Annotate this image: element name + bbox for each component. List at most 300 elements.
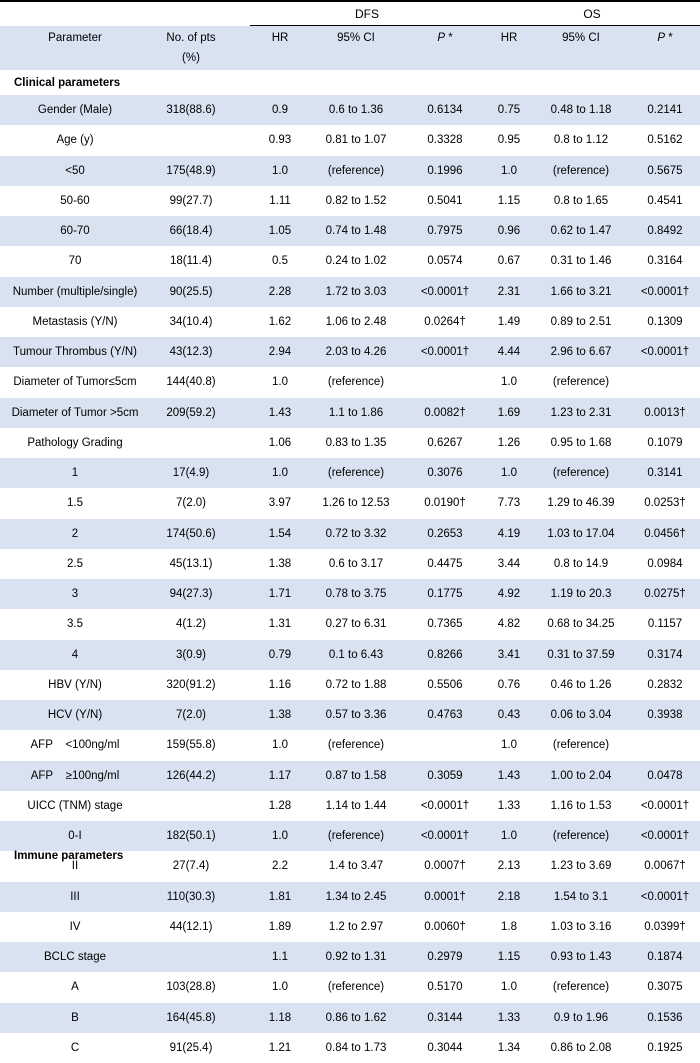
cell-no-pts: 320(91.2) — [166, 678, 216, 691]
cell-dfs-hr: 1.0 — [272, 467, 288, 479]
table-row — [0, 156, 700, 186]
header-os-ci: 95% CI — [562, 32, 600, 44]
cell-dfs-ci: 0.92 to 1.31 — [325, 951, 387, 963]
cell-dfs-ci: 2.03 to 4.26 — [325, 346, 387, 358]
cell-dfs-hr: 3.97 — [268, 497, 292, 510]
table-row — [0, 458, 700, 488]
cell-os-ci: 0.8 to 1.65 — [553, 194, 609, 207]
cell-dfs-p: <0.0001† — [420, 285, 470, 298]
header-parameter: Parameter — [48, 32, 102, 44]
cell-os-ci: 0.95 to 1.68 — [550, 436, 612, 449]
cell-os-hr: 4.92 — [497, 588, 521, 600]
cell-dfs-hr: 2.28 — [268, 285, 292, 298]
cell-os-hr: 1.0 — [501, 981, 517, 994]
cell-dfs-ci: 1.4 to 3.47 — [328, 860, 384, 873]
header-os-p — [630, 26, 700, 50]
cell-os-p: 0.1536 — [647, 1011, 683, 1024]
p-label: P — [657, 32, 665, 44]
header-no-pts-unit: (%) — [182, 52, 200, 64]
cell-os-hr: 0.67 — [497, 255, 521, 268]
cell-parameter: II — [71, 860, 79, 873]
cell-no-pts — [150, 942, 232, 972]
cell-dfs-ci: 0.81 to 1.07 — [325, 134, 387, 147]
cell-dfs-hr: 2.2 — [272, 860, 288, 873]
table-row — [0, 488, 700, 518]
cell-os-p: 0.0253† — [644, 497, 686, 510]
cell-parameter: 4 — [71, 648, 79, 661]
table-row — [0, 761, 700, 791]
cell-os-ci: 1.29 to 46.39 — [547, 497, 615, 510]
table-row — [0, 367, 700, 397]
table-row — [0, 791, 700, 821]
header-dfs-ci: 95% CI — [337, 32, 375, 44]
cell-dfs-ci: 0.24 to 1.02 — [325, 255, 387, 268]
cell-parameter: <50 — [65, 164, 85, 177]
cell-os-hr: 7.73 — [497, 497, 521, 510]
cell-dfs-p: <0.0001† — [420, 346, 470, 358]
cell-dfs-hr: 2.94 — [268, 346, 292, 358]
table-row — [0, 277, 700, 307]
cell-os-ci: 0.62 to 1.47 — [550, 225, 612, 237]
cell-os-hr: 0.95 — [497, 134, 521, 147]
cell-dfs-p: 0.2979 — [427, 951, 463, 963]
table-row — [0, 609, 700, 639]
cell-os-p: <0.0001† — [640, 285, 690, 298]
cell-dfs-ci: 1.72 to 3.03 — [325, 285, 387, 298]
cell-dfs-hr: 1.0 — [272, 981, 288, 994]
cell-os-hr: 1.15 — [497, 951, 521, 963]
cell-parameter: Diameter of Tumor >5cm — [11, 406, 139, 419]
cell-os-hr: 1.69 — [497, 406, 521, 419]
cell-dfs-ci: (reference) — [327, 376, 385, 389]
cell-os-p: 0.3164 — [647, 255, 683, 268]
cell-os-p — [630, 367, 700, 397]
cell-parameter: HBV (Y/N) — [48, 678, 102, 691]
cell-parameter: 1 — [71, 467, 79, 479]
cell-os-hr: 1.49 — [497, 315, 521, 328]
cell-dfs-hr: 1.38 — [268, 709, 292, 721]
table-row — [0, 942, 700, 972]
header-dfs-p — [404, 26, 486, 50]
cell-os-ci: 0.06 to 3.04 — [550, 709, 612, 721]
cell-os-ci: 0.68 to 34.25 — [547, 618, 615, 631]
cell-parameter: HCV (Y/N) — [47, 709, 103, 721]
cell-os-hr: 1.0 — [501, 467, 517, 479]
cell-parameter: Tumour Thrombus (Y/N) — [13, 346, 137, 358]
cell-os-p: 0.0984 — [647, 557, 683, 570]
cell-dfs-p: 0.5506 — [427, 678, 463, 691]
cell-dfs-ci: (reference) — [327, 739, 385, 752]
cell-no-pts: 43(12.3) — [169, 346, 213, 358]
cell-dfs-p: 0.3144 — [427, 1011, 463, 1024]
cell-dfs-hr: 1.0 — [272, 164, 288, 177]
cell-os-ci: 1.19 to 20.3 — [550, 588, 612, 600]
table-row — [0, 216, 700, 246]
cell-no-pts — [150, 428, 232, 458]
cell-os-ci: 0.89 to 2.51 — [550, 315, 612, 328]
cell-os-p: 0.3075 — [647, 981, 683, 994]
header-os-hr: HR — [500, 32, 518, 44]
cell-os-p: <0.0001† — [640, 346, 690, 358]
cell-os-ci: 0.46 to 1.26 — [550, 678, 612, 691]
p-label: P — [437, 32, 445, 44]
cell-os-p: 0.4541 — [647, 194, 683, 207]
table-row — [0, 246, 700, 276]
table-row — [0, 730, 700, 760]
cell-os-hr: 4.82 — [497, 618, 521, 631]
cell-dfs-ci: 0.6 to 1.36 — [328, 104, 384, 116]
cell-os-ci: 1.54 to 3.1 — [553, 890, 609, 903]
cell-no-pts: 126(44.2) — [166, 769, 216, 782]
cell-os-hr: 2.13 — [497, 860, 521, 873]
cell-parameter: Gender (Male) — [37, 104, 113, 116]
cell-dfs-ci: (reference) — [327, 830, 385, 842]
cell-dfs-ci: 1.14 to 1.44 — [325, 799, 387, 812]
cell-os-p: 0.0067† — [644, 860, 686, 873]
cell-dfs-p: 0.3044 — [427, 1041, 463, 1054]
cell-dfs-hr: 1.1 — [272, 951, 288, 963]
cell-dfs-hr: 1.62 — [268, 315, 292, 328]
cell-os-hr: 1.26 — [497, 436, 521, 449]
cell-os-ci: 0.8 to 14.9 — [553, 557, 609, 570]
cell-os-hr: 0.76 — [497, 678, 521, 691]
cell-parameter: 50-60 — [60, 194, 90, 207]
cell-os-hr: 1.33 — [497, 799, 521, 812]
table-row — [0, 912, 700, 942]
table-row — [0, 882, 700, 912]
cell-parameter: Metastasis (Y/N) — [32, 315, 118, 328]
cell-no-pts: 17(4.9) — [172, 467, 210, 479]
cell-os-p: 0.3174 — [647, 648, 683, 661]
cell-dfs-p: 0.2653 — [427, 527, 463, 540]
cell-parameter: UICC (TNM) stage — [27, 799, 123, 812]
cell-dfs-hr: 1.17 — [268, 769, 292, 782]
cell-os-ci: (reference) — [552, 467, 610, 479]
group-header-os: OS — [583, 7, 601, 21]
cell-os-p: 0.2832 — [647, 678, 683, 691]
cell-os-hr: 4.19 — [497, 527, 521, 540]
cell-dfs-ci: (reference) — [327, 467, 385, 479]
cell-os-ci: (reference) — [552, 164, 610, 177]
cell-no-pts: 318(88.6) — [166, 104, 216, 116]
cell-os-ci: (reference) — [552, 981, 610, 994]
cell-dfs-ci: 1.1 to 1.86 — [328, 406, 384, 419]
cell-dfs-p: 0.0060† — [424, 920, 466, 933]
cell-no-pts: 7(2.0) — [175, 709, 207, 721]
header-dfs-hr: HR — [271, 32, 289, 44]
cell-parameter: Diameter of Tumor≤5cm — [13, 376, 137, 389]
cell-no-pts — [150, 125, 232, 155]
cell-parameter: AFP <100ng/ml — [30, 739, 120, 752]
cell-no-pts: 209(59.2) — [166, 406, 216, 419]
cell-os-p: 0.5675 — [647, 164, 683, 177]
cell-no-pts: 182(50.1) — [166, 830, 216, 842]
cell-dfs-p: 0.3059 — [427, 769, 463, 782]
cell-os-p: 0.0013† — [644, 406, 686, 419]
cell-os-hr: 4.44 — [497, 346, 521, 358]
table-row — [0, 1033, 700, 1063]
cell-os-ci: 0.9 to 1.96 — [553, 1011, 609, 1024]
cell-no-pts: 27(7.4) — [172, 860, 210, 873]
cell-dfs-ci: 1.26 to 12.53 — [322, 497, 390, 510]
table-row — [0, 337, 700, 367]
table-row — [0, 398, 700, 428]
cell-dfs-hr: 1.89 — [268, 920, 292, 933]
cell-os-ci: 1.23 to 3.69 — [550, 860, 612, 873]
cell-os-p: <0.0001† — [640, 890, 690, 903]
cell-dfs-ci: 0.87 to 1.58 — [325, 769, 387, 782]
table-row — [0, 519, 700, 549]
cell-os-hr: 1.0 — [501, 376, 517, 389]
cell-parameter: B — [71, 1011, 79, 1024]
cell-dfs-p — [404, 367, 486, 397]
cell-dfs-p: 0.0264† — [424, 315, 466, 328]
table-row — [0, 579, 700, 609]
cell-parameter: AFP ≥100ng/ml — [30, 769, 120, 782]
cell-os-p: 0.3938 — [647, 709, 683, 721]
cell-parameter: 0-I — [68, 830, 82, 842]
cell-os-hr: 0.75 — [497, 104, 521, 116]
cell-os-ci: 1.66 to 3.21 — [550, 285, 612, 298]
cell-dfs-ci: (reference) — [327, 164, 385, 177]
cell-dfs-ci: 0.82 to 1.52 — [325, 194, 387, 207]
cell-os-hr: 1.0 — [501, 739, 517, 752]
cell-os-hr: 3.41 — [497, 648, 521, 661]
cell-dfs-p: 0.5041 — [427, 194, 463, 207]
cell-dfs-hr: 1.54 — [268, 527, 292, 540]
column-header-row — [0, 26, 700, 70]
cell-dfs-p: 0.4475 — [427, 557, 463, 570]
cell-no-pts: 90(25.5) — [169, 285, 213, 298]
cell-dfs-p: 0.3076 — [427, 467, 463, 479]
cell-os-ci: 1.23 to 2.31 — [550, 406, 612, 419]
cell-os-ci: 0.93 to 1.43 — [550, 951, 612, 963]
cell-parameter: C — [70, 1041, 80, 1054]
cell-no-pts: 7(2.0) — [175, 497, 207, 510]
cell-dfs-p: 0.5170 — [427, 981, 463, 994]
cell-dfs-p: 0.0001† — [424, 890, 466, 903]
cell-no-pts: 3(0.9) — [175, 648, 207, 661]
cell-os-p: 0.1157 — [647, 618, 683, 631]
cell-os-ci: 2.96 to 6.67 — [550, 346, 612, 358]
cell-parameter: 60-70 — [60, 225, 90, 237]
cell-dfs-ci: 0.74 to 1.48 — [325, 225, 387, 237]
cell-no-pts: 103(28.8) — [166, 981, 216, 994]
cell-no-pts: 45(13.1) — [169, 557, 213, 570]
cell-dfs-p: 0.8266 — [427, 648, 463, 661]
cell-os-p: 0.0399† — [644, 920, 686, 933]
cell-os-p: 0.0456† — [644, 527, 686, 540]
cell-dfs-hr: 0.93 — [268, 134, 292, 147]
cell-os-ci: 1.16 to 1.53 — [550, 799, 612, 812]
table-row — [0, 640, 700, 670]
group-header-dfs: DFS — [355, 7, 379, 21]
cell-os-hr: 0.43 — [497, 709, 521, 721]
cell-dfs-p: <0.0001† — [420, 830, 470, 842]
cell-dfs-ci: 1.2 to 2.97 — [328, 920, 384, 933]
cell-os-ci: 0.31 to 1.46 — [550, 255, 612, 268]
cell-no-pts: 44(12.1) — [169, 920, 213, 933]
cell-no-pts — [150, 791, 232, 821]
table-row — [0, 95, 700, 125]
cell-parameter: Number (multiple/single) — [12, 285, 138, 298]
cell-no-pts: 144(40.8) — [166, 376, 216, 389]
cell-no-pts: 99(27.7) — [169, 194, 213, 207]
table-row — [0, 307, 700, 337]
cell-dfs-p: <0.0001† — [420, 799, 470, 812]
cell-no-pts: 110(30.3) — [166, 890, 216, 903]
cell-dfs-hr: 1.81 — [268, 890, 292, 903]
cell-no-pts: 175(48.9) — [166, 164, 216, 177]
cell-dfs-p: 0.1775 — [427, 588, 463, 600]
cell-os-p: 0.2141 — [647, 104, 683, 116]
cell-parameter: 3 — [71, 588, 79, 600]
cell-dfs-hr: 1.18 — [268, 1011, 292, 1024]
cell-dfs-ci: 0.83 to 1.35 — [325, 436, 387, 449]
cell-os-hr: 1.43 — [497, 769, 521, 782]
cell-os-hr: 3.44 — [497, 557, 521, 570]
cell-dfs-hr: 0.79 — [268, 648, 292, 661]
cell-dfs-ci: 0.57 to 3.36 — [325, 709, 387, 721]
cell-dfs-p: 0.4763 — [427, 709, 463, 721]
table-row — [0, 670, 700, 700]
cell-os-p: 0.1925 — [647, 1041, 683, 1054]
cell-dfs-hr: 1.28 — [268, 799, 292, 812]
cell-dfs-p: 0.0082† — [424, 406, 466, 419]
cell-os-ci: 1.00 to 2.04 — [550, 769, 612, 782]
cell-os-hr: 1.0 — [501, 830, 517, 842]
cell-os-p: 0.1874 — [647, 951, 683, 963]
p-footnote-mark: * — [665, 32, 673, 44]
cell-dfs-hr: 1.43 — [268, 406, 292, 419]
cell-no-pts: 159(55.8) — [166, 739, 216, 752]
table-row — [0, 972, 700, 1002]
cell-parameter: III — [70, 890, 80, 903]
cell-parameter: Pathology Grading — [27, 436, 123, 449]
cell-dfs-hr: 1.0 — [272, 830, 288, 842]
section-immune-parameters: Immune parameters — [14, 850, 124, 862]
cell-dfs-hr: 1.0 — [272, 376, 288, 389]
cell-os-p — [630, 730, 700, 760]
cell-dfs-ci: 0.6 to 3.17 — [328, 557, 384, 570]
cell-os-hr: 1.0 — [501, 164, 517, 177]
cell-os-ci: (reference) — [552, 830, 610, 842]
cell-parameter: BCLC stage — [43, 951, 106, 963]
cell-no-pts: 66(18.4) — [169, 225, 213, 237]
cell-os-hr: 2.18 — [497, 890, 521, 903]
cell-dfs-ci: 0.86 to 1.62 — [325, 1011, 387, 1024]
cell-os-ci: 0.8 to 1.12 — [553, 134, 609, 147]
cell-no-pts: 18(11.4) — [170, 255, 212, 268]
cell-os-hr: 1.15 — [497, 194, 521, 207]
cell-no-pts: 174(50.6) — [166, 527, 216, 540]
cell-dfs-p: 0.6134 — [427, 104, 463, 116]
cell-os-ci: 1.03 to 17.04 — [547, 527, 615, 540]
cell-dfs-ci: 0.27 to 6.31 — [325, 618, 387, 631]
cell-os-p: 0.5162 — [647, 134, 683, 147]
cell-dfs-hr: 0.5 — [272, 255, 288, 268]
cell-parameter: 3.5 — [67, 618, 83, 631]
cell-os-hr: 0.96 — [497, 225, 521, 237]
table-row — [0, 1003, 700, 1033]
cell-os-p: 0.0478 — [647, 769, 683, 782]
cell-dfs-ci: 0.72 to 1.88 — [325, 678, 387, 691]
cell-os-p: 0.3141 — [647, 467, 683, 479]
cell-os-ci: 0.31 to 37.59 — [547, 648, 615, 661]
cell-no-pts: 4(1.2) — [175, 618, 207, 631]
cell-dfs-ci: 1.06 to 2.48 — [325, 315, 387, 328]
cell-os-ci: 1.03 to 3.16 — [550, 920, 612, 933]
cell-parameter: Age (y) — [56, 134, 94, 147]
cell-dfs-p: 0.6267 — [427, 436, 463, 449]
section-clinical-parameters: Clinical parameters — [14, 77, 121, 89]
cell-os-ci: 0.86 to 2.08 — [550, 1041, 612, 1054]
cell-os-p: 0.0275† — [644, 588, 686, 600]
cell-dfs-ci: 0.78 to 3.75 — [325, 588, 387, 600]
cell-os-p: <0.0001† — [640, 830, 690, 842]
cell-no-pts: 34(10.4) — [169, 315, 213, 328]
cell-dfs-hr: 1.71 — [268, 588, 292, 600]
cell-dfs-hr: 1.06 — [268, 436, 292, 449]
cell-dfs-ci: 0.1 to 6.43 — [328, 648, 384, 661]
p-footnote-mark: * — [445, 32, 453, 44]
table-row — [0, 186, 700, 216]
cell-dfs-p — [404, 730, 486, 760]
cell-dfs-p: 0.3328 — [427, 134, 463, 147]
cell-parameter: 2 — [71, 527, 79, 540]
cell-os-hr: 1.33 — [497, 1011, 521, 1024]
cell-dfs-hr: 1.0 — [272, 739, 288, 752]
cell-dfs-ci: 0.84 to 1.73 — [325, 1041, 387, 1054]
cell-os-ci: (reference) — [552, 739, 610, 752]
cell-dfs-p: 0.0190† — [424, 497, 466, 510]
cell-parameter: IV — [69, 920, 81, 933]
cell-parameter: 1.5 — [67, 497, 83, 510]
cell-os-p: 0.1309 — [647, 315, 683, 328]
cell-dfs-p: 0.0574 — [427, 255, 463, 268]
table-row — [0, 428, 700, 458]
cell-os-hr: 1.34 — [497, 1041, 521, 1054]
cell-dfs-hr: 1.11 — [269, 194, 291, 207]
cell-dfs-ci: 0.72 to 3.32 — [325, 527, 387, 540]
table-row — [0, 700, 700, 730]
cell-dfs-hr: 0.9 — [272, 104, 288, 116]
cell-parameter: 70 — [68, 255, 82, 268]
cell-dfs-p: 0.0007† — [424, 860, 466, 873]
cell-dfs-ci: 1.34 to 2.45 — [325, 890, 387, 903]
cell-parameter: A — [71, 981, 79, 994]
cell-dfs-ci: (reference) — [327, 981, 385, 994]
cell-no-pts: 91(25.4) — [169, 1041, 213, 1054]
cell-dfs-hr: 1.31 — [268, 618, 292, 631]
cell-dfs-p: 0.1996 — [427, 164, 463, 177]
cell-no-pts: 164(45.8) — [166, 1011, 216, 1024]
cell-os-ci: (reference) — [552, 376, 610, 389]
cell-parameter: 2.5 — [67, 557, 83, 570]
cell-os-hr: 1.8 — [501, 920, 517, 933]
cell-dfs-hr: 1.38 — [268, 557, 292, 570]
cell-os-p: <0.0001† — [640, 799, 690, 812]
header-no-pts: No. of pts — [166, 32, 216, 44]
cell-no-pts: 94(27.3) — [169, 588, 213, 600]
cell-dfs-hr: 1.21 — [268, 1041, 292, 1054]
cell-dfs-hr: 1.16 — [268, 678, 292, 691]
cell-dfs-hr: 1.05 — [268, 225, 292, 237]
cell-dfs-p: 0.7975 — [427, 225, 463, 237]
cell-os-ci: 0.48 to 1.18 — [550, 104, 612, 116]
table-row — [0, 125, 700, 155]
table-row — [0, 549, 700, 579]
